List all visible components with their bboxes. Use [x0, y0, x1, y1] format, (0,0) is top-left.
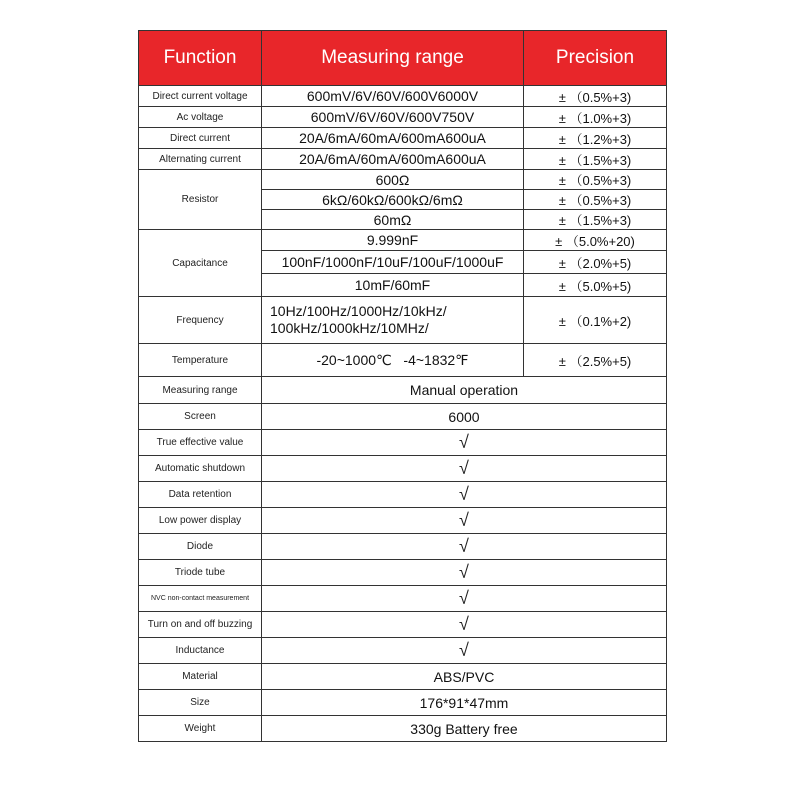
value-cell: 6000 — [262, 404, 667, 430]
range-cell: 9.999nF — [262, 230, 524, 251]
table-row — [139, 638, 667, 664]
range-cell: 600mV/6V/60V/600V6000V — [262, 86, 524, 107]
function-cell: Measuring range — [139, 377, 262, 404]
table-row — [139, 404, 667, 430]
function-cell: Alternating current — [139, 149, 262, 170]
range-cell: 6kΩ/60kΩ/600kΩ/6mΩ — [262, 190, 524, 210]
precision-cell: ± （1.0%+3) — [524, 107, 667, 128]
function-cell: Diode — [139, 534, 262, 560]
precision-cell: ± （1.2%+3) — [524, 128, 667, 149]
function-cell-temperature: Temperature — [139, 344, 262, 377]
checkmark-icon: √ — [262, 612, 667, 638]
table-row — [139, 456, 667, 482]
function-cell: Direct current voltage — [139, 86, 262, 107]
function-cell-frequency: Frequency — [139, 297, 262, 344]
specification-table — [138, 30, 667, 742]
table-row — [139, 297, 667, 344]
function-cell: Triode tube — [139, 560, 262, 586]
table-row — [139, 716, 667, 742]
table-row — [139, 344, 667, 377]
range-cell: 600mV/6V/60V/600V750V — [262, 107, 524, 128]
function-cell: Automatic shutdown — [139, 456, 262, 482]
table-row — [139, 86, 667, 107]
table-row — [139, 230, 667, 251]
range-cell: 20A/6mA/60mA/600mA600uA — [262, 128, 524, 149]
function-cell: Screen — [139, 404, 262, 430]
checkmark-icon: √ — [262, 638, 667, 664]
table-row — [139, 612, 667, 638]
range-cell: 100nF/1000nF/10uF/100uF/1000uF — [262, 251, 524, 274]
table-row — [139, 534, 667, 560]
range-line: 10Hz/100Hz/1000Hz/10kHz/ — [270, 303, 447, 319]
function-cell: Weight — [139, 716, 262, 742]
function-cell: NVC non-contact measurement — [139, 586, 262, 612]
function-cell: Ac voltage — [139, 107, 262, 128]
range-line: 100kHz/1000kHz/10MHz/ — [270, 320, 429, 336]
function-cell: Direct current — [139, 128, 262, 149]
range-cell: 20A/6mA/60mA/600mA600uA — [262, 149, 524, 170]
checkmark-icon: √ — [262, 456, 667, 482]
range-cell: 600Ω — [262, 170, 524, 190]
precision-cell: ± （0.5%+3) — [524, 86, 667, 107]
header-measuring-range: Measuring range — [262, 31, 524, 86]
value-cell: 330g Battery free — [262, 716, 667, 742]
precision-cell: ± （2.0%+5) — [524, 251, 667, 274]
function-cell: Size — [139, 690, 262, 716]
checkmark-icon: √ — [262, 482, 667, 508]
header-precision: Precision — [524, 31, 667, 86]
value-cell: 176*91*47mm — [262, 690, 667, 716]
precision-cell: ± （1.5%+3) — [524, 149, 667, 170]
checkmark-icon: √ — [262, 560, 667, 586]
table-row — [139, 128, 667, 149]
checkmark-icon: √ — [262, 586, 667, 612]
table-row — [139, 377, 667, 404]
function-cell-resistor: Resistor — [139, 170, 262, 230]
table-row — [139, 149, 667, 170]
range-cell-frequency — [262, 297, 524, 344]
precision-cell: ± （2.5%+5) — [524, 344, 667, 377]
precision-cell: ± （0.5%+3) — [524, 190, 667, 210]
precision-cell: ± （0.5%+3) — [524, 170, 667, 190]
table-row — [139, 664, 667, 690]
range-cell-temperature: -20~1000℃ -4~1832℉ — [262, 344, 524, 377]
table-row — [139, 170, 667, 190]
header-function: Function — [139, 31, 262, 86]
precision-cell: ± （5.0%+20) — [524, 230, 667, 251]
range-cell: 60mΩ — [262, 210, 524, 230]
table-row — [139, 107, 667, 128]
table-row — [139, 482, 667, 508]
checkmark-icon: √ — [262, 534, 667, 560]
range-cell: 10mF/60mF — [262, 274, 524, 297]
table-row — [139, 586, 667, 612]
value-cell: Manual operation — [262, 377, 667, 404]
function-cell: True effective value — [139, 430, 262, 456]
function-cell: Data retention — [139, 482, 262, 508]
checkmark-icon: √ — [262, 430, 667, 456]
function-cell: Turn on and off buzzing — [139, 612, 262, 638]
precision-cell: ± （1.5%+3) — [524, 210, 667, 230]
table-row — [139, 690, 667, 716]
function-cell-capacitance: Capacitance — [139, 230, 262, 297]
table-row — [139, 430, 667, 456]
function-cell: Inductance — [139, 638, 262, 664]
value-cell: ABS/PVC — [262, 664, 667, 690]
precision-cell: ± （0.1%+2) — [524, 297, 667, 344]
function-cell: Material — [139, 664, 262, 690]
precision-cell: ± （5.0%+5) — [524, 274, 667, 297]
table-row — [139, 560, 667, 586]
table-header-row — [139, 31, 667, 86]
function-cell: Low power display — [139, 508, 262, 534]
table-row — [139, 508, 667, 534]
checkmark-icon: √ — [262, 508, 667, 534]
